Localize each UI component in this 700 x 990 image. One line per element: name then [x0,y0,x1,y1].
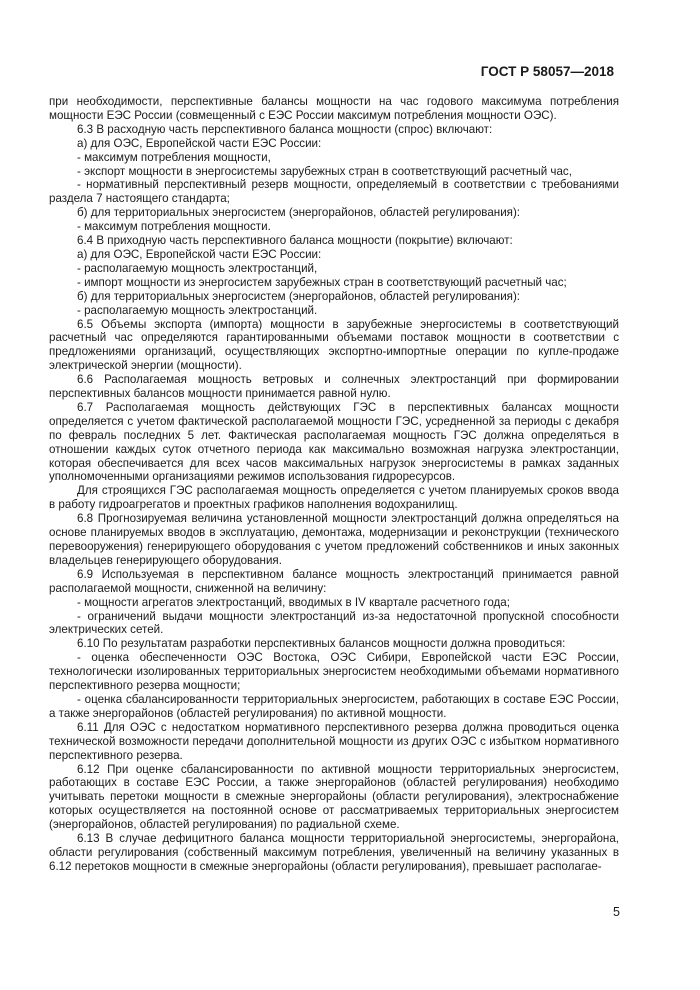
section-6-11: 6.11 Для ОЭС с недостатком нормативного перспективного резерва должна проводиться оценка технической возможности передачи дополнительной мощности из других ОЭС с избытком нормативного перспективного резерва. [49,720,619,762]
document-body [49,95,619,874]
section-6-12: 6.12 При оценке сбалансированности по активной мощности территориальных энергосистем, работающих в составе ЕЭС России, а также энергорайонов (областей регулирования) необходимо учитывать перетоки мощности в смежные энергорайоны (области регулирования), электроснабжение которых осуществляется на постоянной основе от рассматриваемых территориальных энергосистем (энергорайонов, областей регулирования) по радиальной схеме. [49,762,619,832]
list-item: - располагаемую мощность электростанций. [77,303,318,317]
list-item: - ограничений выдачи мощности электростанций из-за недостаточной пропускной способности электрических сетей. [49,609,619,637]
list-item: б) для территориальных энергосистем (энергорайонов, областей регулирования): [77,289,521,303]
list-item: - оценка сбалансированности территориальных энергосистем, работающих в составе ЕЭС России, а также энергорайонов (областей регулирования) по активной мощности. [49,692,619,720]
section-6-6: 6.6 Располагаемая мощность ветровых и солнечных электростанций при формировании перспективных балансов мощности принимается равной нулю. [49,373,619,401]
list-item: а) для ОЭС, Европейской части ЕЭС России: [77,136,322,150]
list-item: - максимум потребления мощности. [77,220,271,234]
list-item: б) для территориальных энергосистем (энергорайонов, областей регулирования): [77,206,521,220]
page-number: 5 [613,905,620,919]
paragraph: при необходимости, перспективные балансы мощности на час годового максимума потребления мощности ЕЭС России (совмещенный с ЕЭС России максимум потребления мощности ОЭС). [49,95,619,122]
section-6-3: 6.3 В расходную часть перспективного баланса мощности (спрос) включают: [77,122,493,136]
document-id-header: ГОСТ Р 58057—2018 [480,64,614,79]
list-item: - экспорт мощности в энергосистемы зарубежных стран в соответствующий расчетный час, [77,164,572,178]
paragraph: Для строящихся ГЭС располагаемая мощность определяется с учетом планируемых сроков ввода в работу гидроагрегатов и проектных графиков наполнения водохранилищ. [49,484,619,512]
section-6-8: 6.8 Прогнозируемая величина установленной мощности электростанций должна определяться на основе планируемых вводов в эксплуатацию, демонтажа, модернизации и реконструкции (технического перевооружения) генерирующего оборудования с учетом предложений собственников и иных законных владельцев генерирующего оборудования. [49,512,619,567]
list-item: - максимум потребления мощности, [77,150,271,164]
list-item: - нормативный перспективный резерв мощности, определяемый в соответствии с требованиями раздела 7 настоящего стандарта; [49,178,619,206]
list-item: а) для ОЭС, Европейской части ЕЭС России: [77,247,322,261]
section-6-7: 6.7 Располагаемая мощность действующих ГЭС в перспективных балансах мощности определяется с учетом фактической располагаемой мощности ГЭС, усредненной за периоды с декабря по февраль последних 5 лет. Фактическая располагаемая мощность ГЭС должна определяться в отношении каждых суток отчетного периода как максимально возможная нагрузка электростанции, которая обеспечивается для всех часов максимальных нагрузок энергосистемы в рамках заданных уполномоченными организациями режимов использования гидроресурсов. [49,400,619,484]
section-6-10: 6.10 По результатам разработки перспективных балансов мощности должна проводиться: [77,637,566,651]
section-6-9: 6.9 Используемая в перспективном балансе мощность электростанций принимается равной располагаемой мощности, сниженной на величину: [49,567,619,595]
section-6-5: 6.5 Объемы экспорта (импорта) мощности в зарубежные энергосистемы в соответствующий расчетный час определяются гарантированными объемами поставок мощности в соответствии с предложениями организаций, осуществляющих экспортно-импортные операции по купле-продаже электрической энергии (мощности). [49,317,619,373]
list-item: - мощности агрегатов электростанций, вводимых в IV квартале расчетного года; [77,595,510,609]
list-item: - оценка обеспеченности ОЭС Востока, ОЭС Сибири, Европейской части ЕЭС России, технологически изолированных территориальных энергосистем необходимыми объемами нормативного перспективного резерва мощности; [49,651,619,693]
section-6-13: 6.13 В случае дефицитного баланса мощности территориальной энергосистемы, энергорайона, области регулирования (собственный максимум потребления, увеличенный на величину указанных в 6.12 перетоков мощности в смежные энергорайоны (области регулирования), превышает располагае- [49,832,619,873]
list-item: - импорт мощности из энергосистем зарубежных стран в соответствующий расчетный час; [77,275,567,289]
section-6-4: 6.4 В приходную часть перспективного баланса мощности (покрытие) включают: [77,234,513,248]
list-item: - располагаемую мощность электростанций, [77,261,318,275]
